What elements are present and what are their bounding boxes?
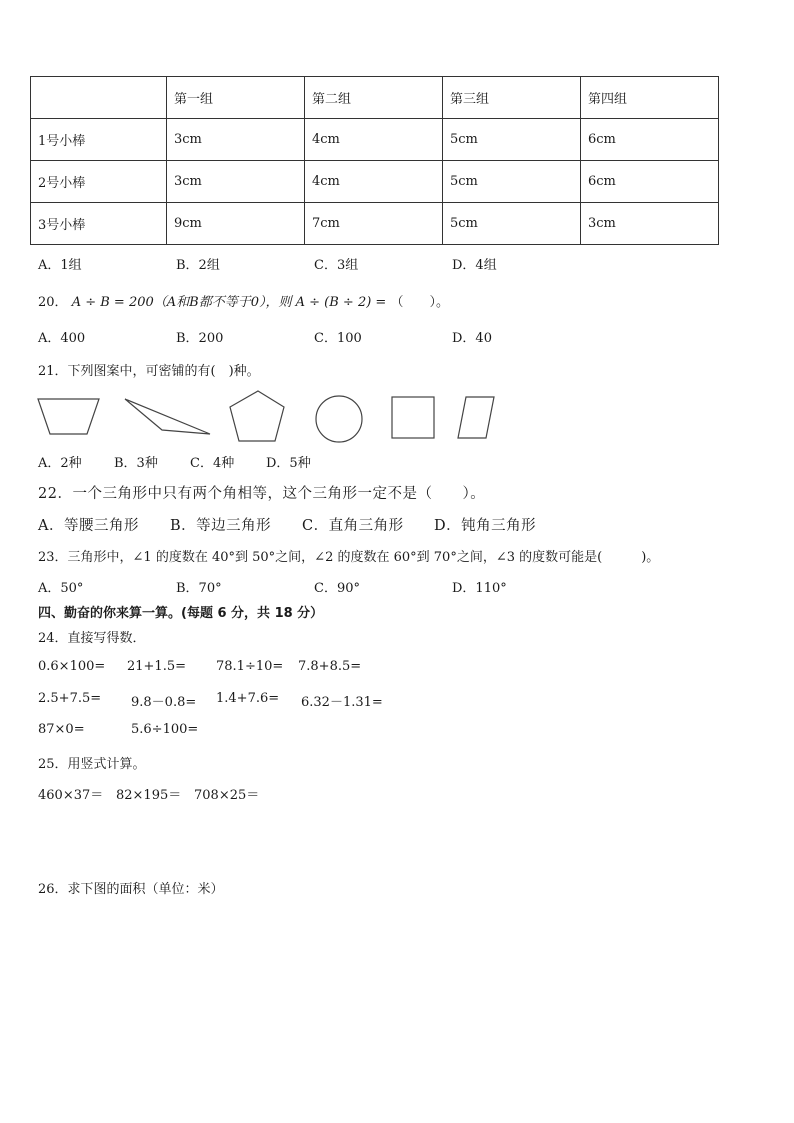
q19-option-d: D．4组 bbox=[452, 258, 497, 273]
q20-question bbox=[38, 291, 449, 310]
circle-shape bbox=[316, 396, 362, 442]
q21-option-b: B．3种 bbox=[114, 456, 158, 471]
q20-option-c: C．100 bbox=[314, 331, 362, 346]
q23-option-b: B．70° bbox=[176, 581, 222, 596]
pentagon-shape bbox=[230, 391, 284, 441]
table-cell: 7cm bbox=[305, 203, 443, 245]
q24-item: 78.1÷10= bbox=[216, 659, 284, 674]
triangle-shape bbox=[125, 399, 210, 434]
table-cell: 6cm bbox=[581, 161, 719, 203]
q24-item: 5.6÷100= bbox=[131, 722, 199, 737]
table-header-cell: 第二组 bbox=[305, 77, 443, 119]
table-cell: 5cm bbox=[443, 119, 581, 161]
table-row bbox=[31, 119, 719, 161]
q19-option-b: B．2组 bbox=[176, 258, 220, 273]
q21-option-c: C．4种 bbox=[190, 456, 235, 471]
q24-item: 21+1.5= bbox=[127, 659, 187, 674]
q24-item: 1.4+7.6= bbox=[216, 691, 280, 706]
table-header-cell bbox=[31, 77, 167, 119]
q20-number: 20． bbox=[38, 295, 68, 310]
table-cell: 3cm bbox=[167, 161, 305, 203]
q22-option-d: D．钝角三角形 bbox=[434, 518, 537, 534]
q22-option-c: C．直角三角形 bbox=[302, 518, 404, 534]
sticks-table bbox=[30, 76, 719, 245]
table-header-cell: 第三组 bbox=[443, 77, 581, 119]
table-cell: 3cm bbox=[167, 119, 305, 161]
q24-item: 87×0= bbox=[38, 722, 85, 737]
q22-option-a: A．等腰三角形 bbox=[38, 518, 139, 534]
q21-option-d: D．5种 bbox=[266, 456, 311, 471]
q23-option-a: A．50° bbox=[38, 581, 84, 596]
q20-blank: （ ）。 bbox=[390, 295, 449, 310]
table-header-row bbox=[31, 77, 719, 119]
table-cell: 1号小棒 bbox=[31, 119, 167, 161]
q23-question: 23．三角形中，∠1 的度数在 40°到 50°之间，∠2 的度数在 60°到 70°之间，∠3 的度数可能是( )。 bbox=[38, 550, 660, 565]
q25-item: 708×25＝ bbox=[194, 788, 260, 803]
q20-formula: A ÷ (B ÷ 2) = bbox=[295, 295, 387, 310]
q26-question: 26．求下图的面积（单位：米） bbox=[38, 882, 224, 897]
parallelogram-shape bbox=[458, 397, 494, 438]
q21-option-a: A．2种 bbox=[38, 456, 82, 471]
table-cell: 4cm bbox=[305, 119, 443, 161]
q21-shapes bbox=[30, 388, 510, 446]
table-cell: 9cm bbox=[167, 203, 305, 245]
q24-item: 6.32－1.31= bbox=[301, 695, 383, 710]
q25-item: 82×195＝ bbox=[116, 788, 182, 803]
q21-question: 21．下列图案中，可密铺的有( )种。 bbox=[38, 364, 260, 379]
table-cell: 5cm bbox=[443, 161, 581, 203]
q24-question: 24．直接写得数． bbox=[38, 631, 146, 646]
table-header-cell: 第四组 bbox=[581, 77, 719, 119]
table-cell: 2号小棒 bbox=[31, 161, 167, 203]
section-four-title: 四、勤奋的你来算一算。(每题 6 分，共 18 分） bbox=[38, 606, 324, 621]
table-row bbox=[31, 203, 719, 245]
q19-option-a: A．1组 bbox=[38, 258, 82, 273]
q23-option-d: D．110° bbox=[452, 581, 507, 596]
table-row bbox=[31, 161, 719, 203]
q24-item: 7.8+8.5= bbox=[298, 659, 362, 674]
q25-item: 460×37＝ bbox=[38, 788, 104, 803]
q20-option-d: D．40 bbox=[452, 331, 492, 346]
table-cell: 3cm bbox=[581, 203, 719, 245]
q20-option-b: B．200 bbox=[176, 331, 224, 346]
q20-option-a: A．400 bbox=[38, 331, 86, 346]
q22-option-b: B．等边三角形 bbox=[170, 518, 272, 534]
trapezoid-shape bbox=[38, 399, 99, 434]
q23-option-c: C．90° bbox=[314, 581, 360, 596]
q25-question: 25．用竖式计算。 bbox=[38, 757, 146, 772]
table-cell: 4cm bbox=[305, 161, 443, 203]
q24-item: 2.5+7.5= bbox=[38, 691, 102, 706]
q22-question: 22．一个三角形中只有两个角相等，这个三角形一定不是（ ）。 bbox=[38, 486, 486, 502]
square-shape bbox=[392, 397, 434, 438]
q24-item: 0.6×100= bbox=[38, 659, 106, 674]
q20-expression: A ÷ B = 200（A和B都不等于0），则 bbox=[71, 295, 292, 310]
q24-item: 9.8－0.8= bbox=[131, 695, 197, 710]
table-cell: 6cm bbox=[581, 119, 719, 161]
table-cell: 3号小棒 bbox=[31, 203, 167, 245]
table-header-cell: 第一组 bbox=[167, 77, 305, 119]
q19-option-c: C．3组 bbox=[314, 258, 359, 273]
table-cell: 5cm bbox=[443, 203, 581, 245]
